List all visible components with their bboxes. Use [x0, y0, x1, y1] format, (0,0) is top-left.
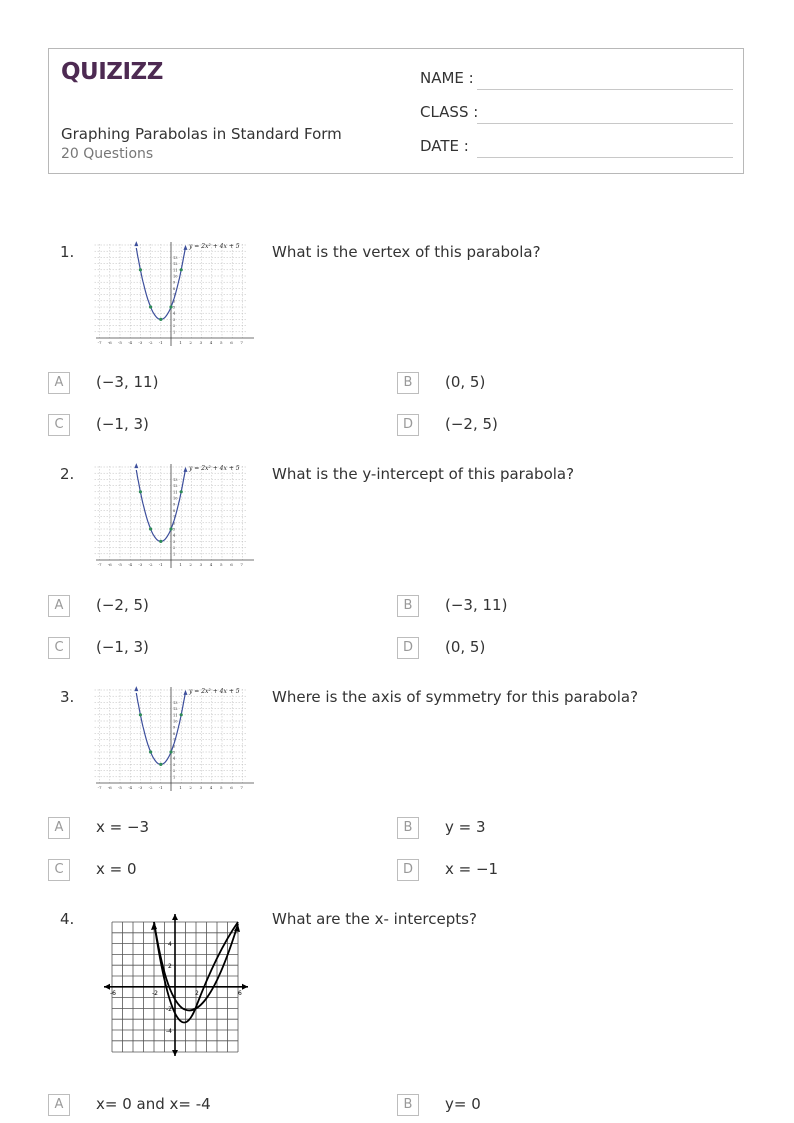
graph-point: [159, 318, 162, 321]
question-text: What is the y-intercept of this parabola?: [272, 465, 575, 483]
svg-text:y = 2x² + 4x + 5: y = 2x² + 4x + 5: [189, 688, 240, 695]
option-d-text: (0, 5): [445, 638, 486, 656]
graph-point: [169, 750, 172, 753]
name-label: NAME :: [420, 69, 474, 87]
option-c-box[interactable]: C: [48, 414, 70, 436]
svg-text:2: 2: [173, 324, 176, 329]
svg-text:13: 13: [173, 255, 178, 260]
option-a-box[interactable]: A: [48, 595, 70, 617]
name-line[interactable]: [477, 89, 733, 90]
svg-text:13: 13: [173, 700, 178, 705]
svg-text:6: 6: [230, 340, 233, 345]
graph-point: [169, 305, 172, 308]
svg-text:5: 5: [220, 562, 223, 567]
option-d-text: x = −1: [445, 860, 499, 878]
svg-text:-7: -7: [97, 785, 102, 790]
svg-text:8: 8: [173, 731, 176, 736]
class-line[interactable]: [477, 123, 733, 124]
option-b-box[interactable]: B: [397, 595, 419, 617]
option-c-text: (−1, 3): [96, 415, 149, 433]
svg-text:2: 2: [173, 546, 176, 551]
svg-text:5: 5: [220, 785, 223, 790]
svg-text:y = 2x² + 4x + 5: y = 2x² + 4x + 5: [189, 243, 240, 250]
svg-text:3: 3: [173, 539, 176, 544]
question-number: 2.: [60, 465, 75, 483]
svg-text:1: 1: [173, 552, 176, 557]
svg-text:4: 4: [173, 756, 176, 761]
svg-text:-4: -4: [128, 562, 133, 567]
option-c-text: (−1, 3): [96, 638, 149, 656]
svg-text:11: 11: [173, 713, 178, 718]
svg-text:-4: -4: [128, 785, 133, 790]
option-d-box[interactable]: D: [397, 859, 419, 881]
parabola-graph-image: [94, 240, 256, 354]
svg-text:8: 8: [173, 286, 176, 291]
option-a-box[interactable]: A: [48, 1094, 70, 1116]
svg-text:-2: -2: [148, 562, 153, 567]
svg-text:y = 2x² + 4x + 5: y = 2x² + 4x + 5: [189, 465, 240, 472]
question-number: 1.: [60, 243, 75, 261]
svg-text:1: 1: [179, 340, 182, 345]
graph-point: [180, 268, 183, 271]
svg-text:12: 12: [173, 484, 178, 489]
svg-text:4: 4: [173, 311, 176, 316]
svg-text:7: 7: [240, 562, 243, 567]
svg-text:4: 4: [209, 562, 213, 567]
svg-text:7: 7: [173, 515, 176, 520]
option-a-box[interactable]: A: [48, 372, 70, 394]
svg-text:3: 3: [199, 785, 203, 790]
svg-text:-2: -2: [166, 1006, 172, 1013]
svg-text:6: 6: [230, 562, 233, 567]
graph-point: [169, 527, 172, 530]
svg-text:-2: -2: [152, 990, 158, 997]
date-line[interactable]: [477, 157, 733, 158]
svg-text:12: 12: [173, 262, 178, 267]
parabola-graph-image: [102, 910, 252, 1062]
svg-text:7: 7: [240, 340, 243, 345]
svg-text:9: 9: [173, 502, 176, 507]
svg-text:3: 3: [199, 340, 203, 345]
option-b-text: y= 0: [445, 1095, 481, 1113]
svg-text:12: 12: [173, 707, 178, 712]
option-d-box[interactable]: D: [397, 414, 419, 436]
svg-text:5: 5: [173, 527, 176, 532]
svg-text:8: 8: [173, 508, 176, 513]
worksheet-title: Graphing Parabolas in Standard Form: [61, 125, 342, 143]
class-label: CLASS :: [420, 103, 479, 121]
svg-text:10: 10: [173, 274, 178, 279]
svg-text:5: 5: [173, 750, 176, 755]
svg-text:-1: -1: [158, 562, 163, 567]
svg-text:9: 9: [173, 280, 176, 285]
graph-point: [139, 268, 142, 271]
svg-text:1: 1: [179, 562, 182, 567]
svg-text:3: 3: [173, 762, 176, 767]
svg-text:10: 10: [173, 496, 178, 501]
option-b-box[interactable]: B: [397, 1094, 419, 1116]
svg-text:2: 2: [168, 963, 172, 970]
date-label: DATE :: [420, 137, 469, 155]
svg-text:10: 10: [173, 719, 178, 724]
svg-text:2: 2: [189, 785, 192, 790]
parabola-graph-image: [94, 462, 256, 576]
svg-text:6: 6: [173, 521, 176, 526]
svg-text:-3: -3: [138, 562, 143, 567]
svg-text:4: 4: [209, 785, 213, 790]
svg-text:5: 5: [173, 305, 176, 310]
svg-text:7: 7: [240, 785, 243, 790]
svg-text:2: 2: [189, 562, 192, 567]
worksheet-header: [48, 48, 744, 174]
svg-text:-3: -3: [138, 340, 143, 345]
svg-text:6: 6: [173, 744, 176, 749]
option-b-box[interactable]: B: [397, 372, 419, 394]
svg-text:-6: -6: [107, 562, 112, 567]
question-count: 20 Questions: [61, 146, 154, 162]
svg-text:2: 2: [195, 990, 199, 997]
svg-text:1: 1: [173, 775, 176, 780]
graph-point: [149, 750, 152, 753]
svg-text:13: 13: [173, 477, 178, 482]
option-b-text: (−3, 11): [445, 596, 508, 614]
svg-text:9: 9: [173, 725, 176, 730]
svg-text:-6: -6: [107, 340, 112, 345]
svg-text:-5: -5: [118, 785, 122, 790]
option-a-text: x= 0 and x= -4: [96, 1095, 211, 1113]
svg-text:-3: -3: [138, 785, 143, 790]
svg-text:-2: -2: [148, 340, 153, 345]
svg-text:-6: -6: [110, 990, 116, 997]
option-b-text: (0, 5): [445, 373, 486, 391]
option-a-box[interactable]: A: [48, 817, 70, 839]
option-a-text: x = −3: [96, 818, 150, 836]
question-number: 4.: [60, 910, 75, 928]
graph-point: [159, 540, 162, 543]
svg-text:2: 2: [189, 340, 192, 345]
svg-text:6: 6: [173, 299, 176, 304]
question-text: What is the vertex of this parabola?: [272, 243, 541, 261]
svg-text:4: 4: [168, 941, 172, 948]
graph-point: [180, 713, 183, 716]
svg-text:1: 1: [173, 330, 176, 335]
svg-text:-2: -2: [148, 785, 153, 790]
svg-text:6: 6: [238, 990, 242, 997]
svg-text:2: 2: [173, 769, 176, 774]
svg-text:5: 5: [220, 340, 223, 345]
graph-point: [149, 305, 152, 308]
svg-text:7: 7: [173, 738, 176, 743]
option-c-box[interactable]: C: [48, 637, 70, 659]
svg-text:3: 3: [199, 562, 203, 567]
option-c-box[interactable]: C: [48, 859, 70, 881]
option-b-text: y = 3: [445, 818, 486, 836]
svg-text:4: 4: [173, 533, 176, 538]
svg-text:-7: -7: [97, 340, 102, 345]
svg-text:11: 11: [173, 268, 178, 273]
option-b-box[interactable]: B: [397, 817, 419, 839]
quizizz-logo: QUIZIZZ: [61, 59, 163, 85]
question-text: What are the x- intercepts?: [272, 910, 477, 928]
question-text: Where is the axis of symmetry for this parabola?: [272, 688, 639, 706]
svg-text:-1: -1: [158, 340, 163, 345]
svg-text:-6: -6: [107, 785, 112, 790]
option-d-text: (−2, 5): [445, 415, 498, 433]
svg-text:6: 6: [230, 785, 233, 790]
option-a-text: (−3, 11): [96, 373, 159, 391]
graph-point: [139, 713, 142, 716]
svg-text:11: 11: [173, 490, 178, 495]
svg-text:7: 7: [173, 293, 176, 298]
graph-point: [159, 763, 162, 766]
svg-text:-1: -1: [158, 785, 163, 790]
graph-point: [149, 527, 152, 530]
graph-point: [139, 490, 142, 493]
option-a-text: (−2, 5): [96, 596, 149, 614]
option-d-box[interactable]: D: [397, 637, 419, 659]
option-c-text: x = 0: [96, 860, 137, 878]
svg-text:-5: -5: [118, 562, 122, 567]
svg-text:-4: -4: [166, 1028, 172, 1035]
svg-text:3: 3: [173, 317, 176, 322]
question-number: 3.: [60, 688, 75, 706]
svg-text:4: 4: [209, 340, 213, 345]
svg-text:-7: -7: [97, 562, 102, 567]
parabola-graph-image: [94, 685, 256, 799]
svg-text:-4: -4: [128, 340, 133, 345]
graph-point: [180, 490, 183, 493]
svg-text:-5: -5: [118, 340, 122, 345]
svg-text:1: 1: [179, 785, 182, 790]
